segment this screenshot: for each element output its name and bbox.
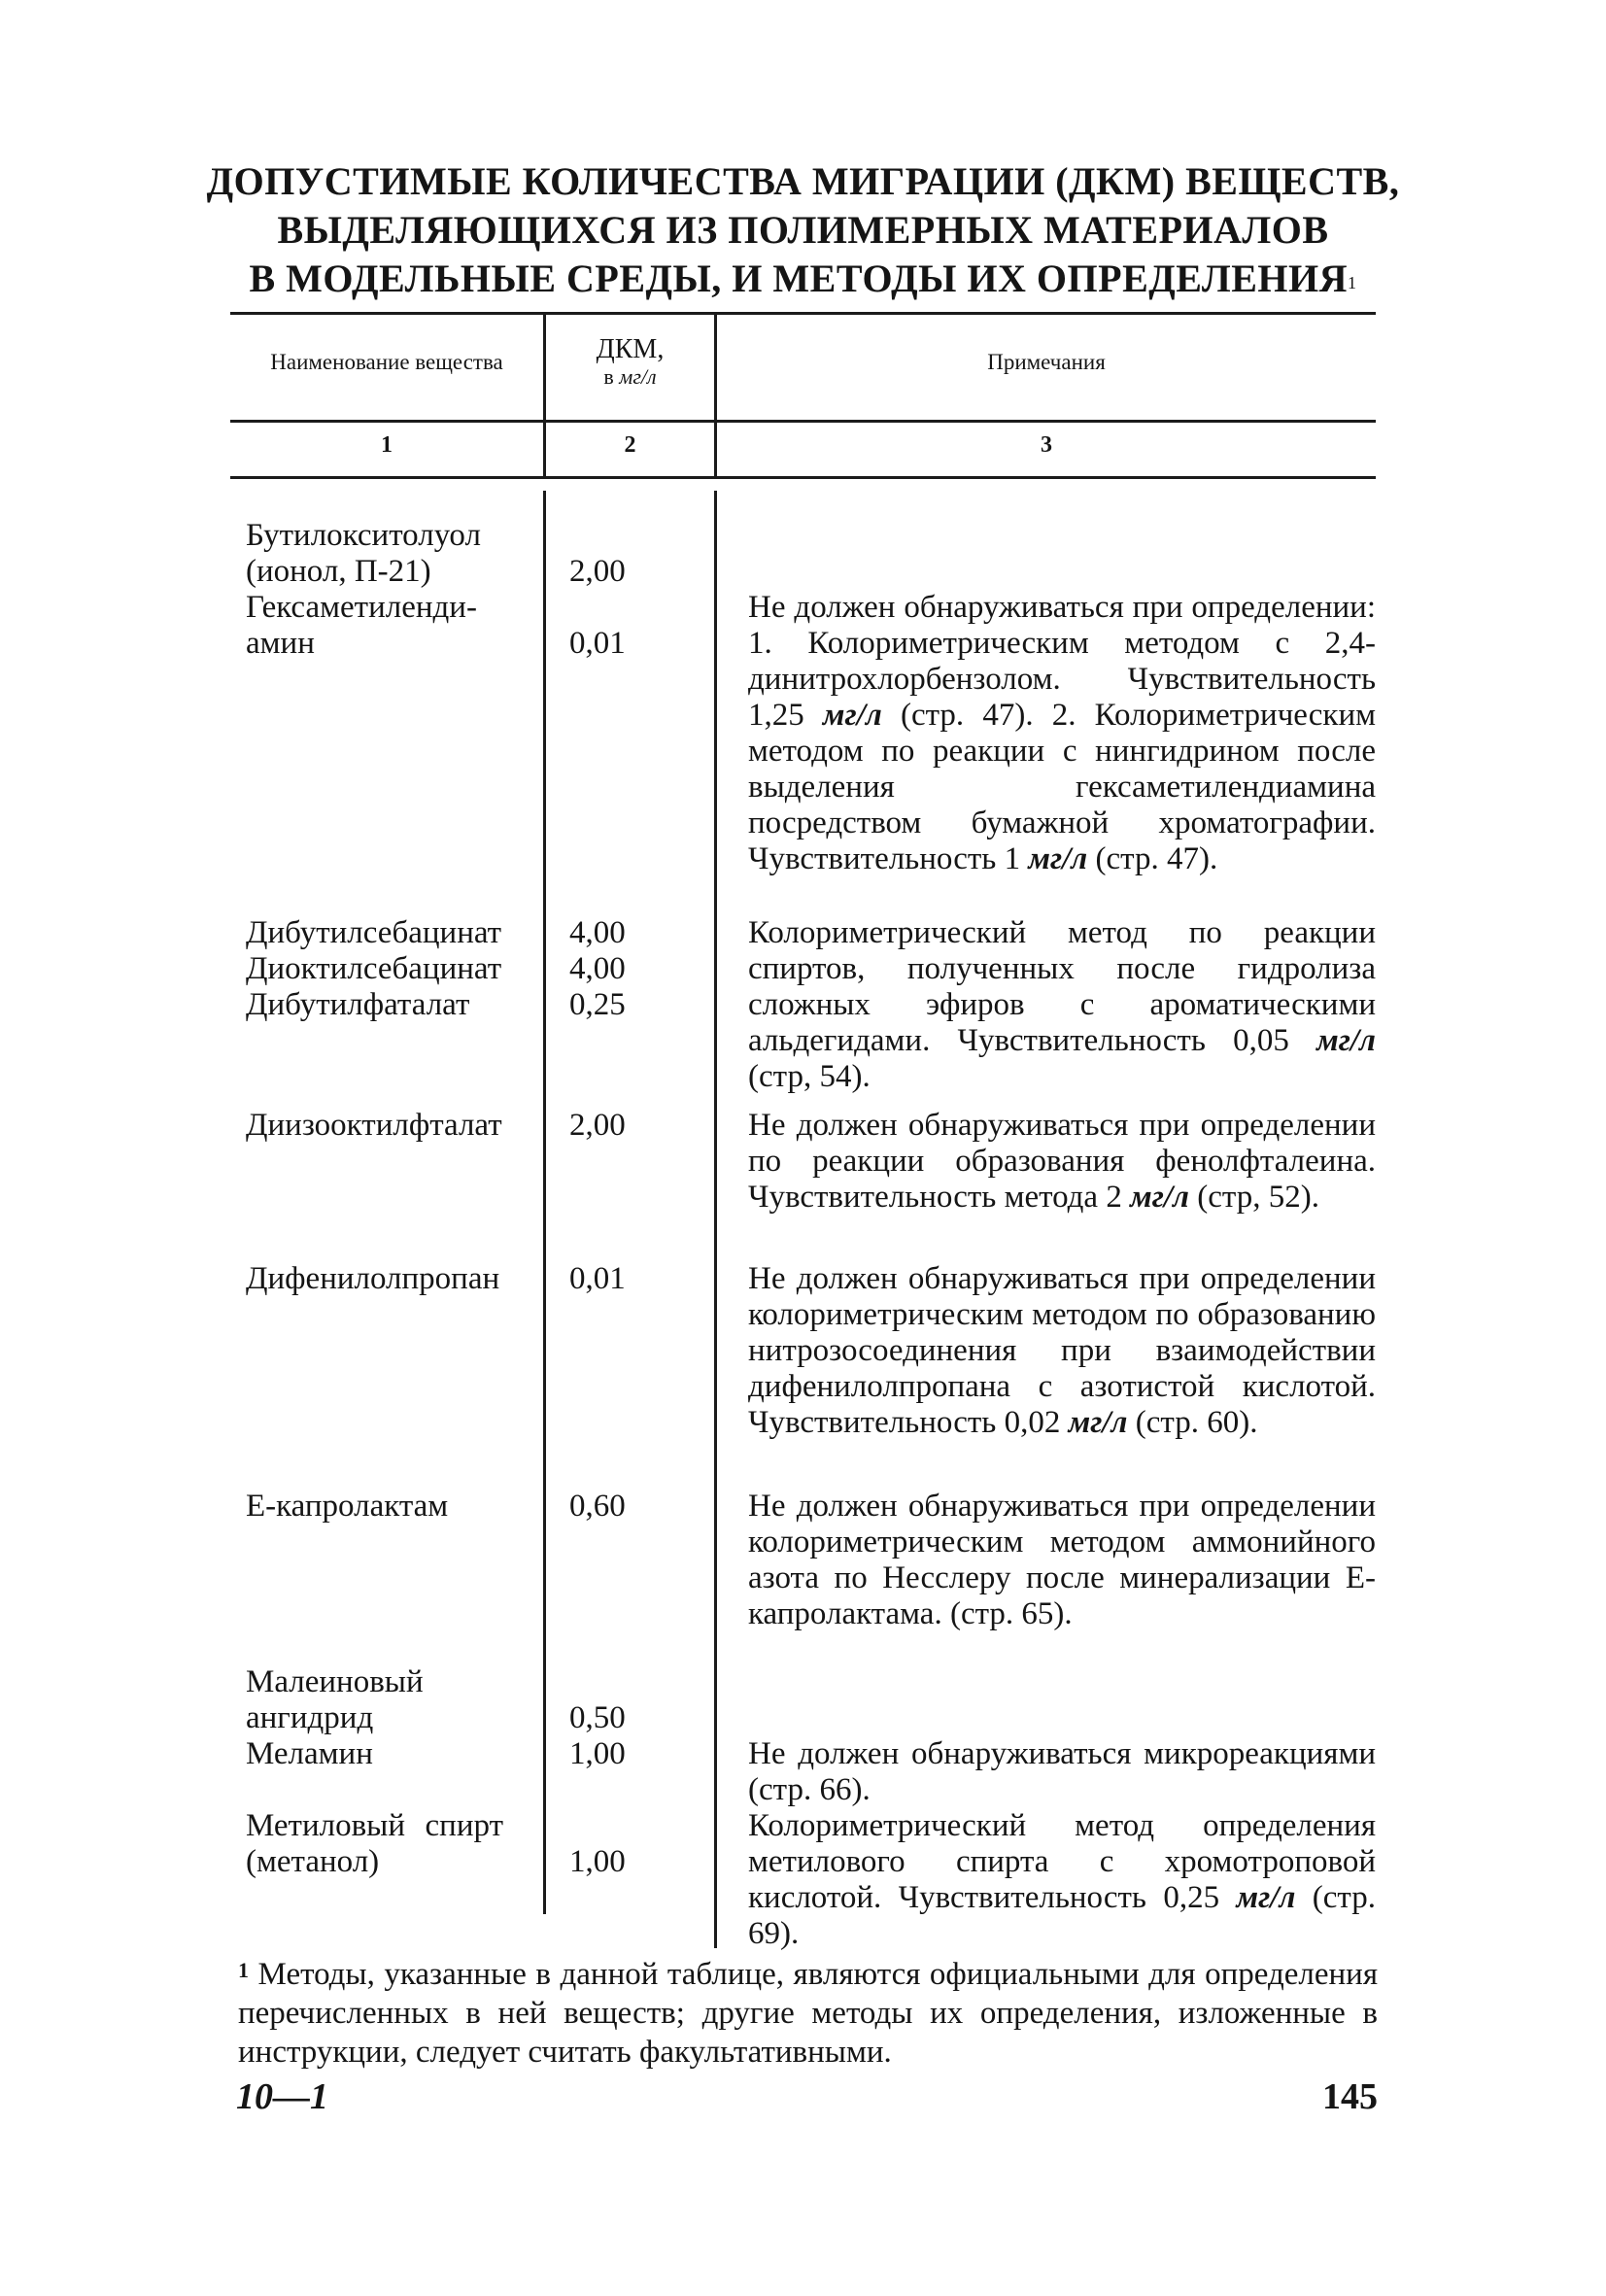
table-row-note: Не должен обнаруживаться при определении колориметрическим методом аммонийного азота по Несслеру после минерализации Е-капролактама. (стр. 65). [748, 1489, 1376, 1631]
table-row-substance: Метиловый спирт (метанол) [246, 1808, 503, 1879]
header-notes: Примечания [987, 350, 1106, 374]
column-divider-2 [714, 491, 717, 1948]
table-row-value: 0,60 [569, 1489, 626, 1524]
table-row-value: 2,00 [569, 554, 626, 589]
header-dkm-unit: в мг/л [603, 364, 657, 389]
table-row-value: 4,00 [569, 951, 626, 986]
table-row-note: Не должен обнаруживаться при определении по реакции образования фенолфталеина. Чувствительность метода 2 мг/л (стр, 52). [748, 1108, 1376, 1215]
table-row-substance: Дибутилфаталат [246, 987, 470, 1022]
table-row-substance: Дибутилсебацинат [246, 915, 502, 950]
table-header-rule [230, 420, 1376, 423]
table-row-value: 0,01 [569, 1261, 626, 1296]
column-number-2: 2 [624, 432, 636, 458]
table-row-note: Не должен обнаруживаться при определении: 1. Колориметрическим методом с 2,4-динитрохлорбензолом. Чувствительность 1,25 мг/л (стр. 47). 2. Колориметрическим методом по реакции с нингидрином после выделения гексаметилендиамина посредством бумажной хроматографии. Чувствительность 1 мг/л (стр. 47). [748, 590, 1376, 876]
column-divider-1 [543, 491, 546, 1914]
table-row-substance: Малеиновый ангидрид [246, 1664, 424, 1735]
table-row-note: Не должен обнаруживаться при определении колориметрическим методом по образованию нитрозосоединения при взаимодействии дифенилолпропана с азотистой кислотой. Чувствительность 0,02 мг/л (стр. 60). [748, 1261, 1376, 1440]
table-row-value: 0,01 [569, 626, 626, 661]
table-row-note: Колориметрический метод по реакции спиртов, полученных после гидролиза сложных эфиров с ароматическими альдегидами. Чувствительность 0,05 мг/л (стр, 54). [748, 915, 1376, 1094]
header-substance: Наименование вещества [270, 350, 503, 374]
footnote-mark: 1 [238, 1958, 249, 1982]
table-row-value: 4,00 [569, 915, 626, 950]
table-top-rule [230, 312, 1376, 315]
column-number-1: 1 [381, 432, 393, 458]
header-dkm [546, 336, 714, 391]
column-number-3: 3 [1041, 432, 1052, 458]
footnote [238, 1955, 1378, 2072]
table-row-value: 1,00 [569, 1736, 626, 1771]
table-row-note: Колориметрический метод определения метилового спирта с хромотроповой кислотой. Чувствительность 0,25 мг/л (стр. 69). [748, 1808, 1376, 1951]
table-row-note: Не должен обнаруживаться микрореакциями (стр. 66). [748, 1736, 1376, 1807]
table-row-value: 2,00 [569, 1108, 626, 1143]
table-row-substance: Диизооктилфталат [246, 1108, 502, 1143]
page-title [194, 157, 1412, 303]
table-row-value: 0,50 [569, 1700, 626, 1735]
header-dkm-label: ДКМ, [596, 334, 665, 364]
table-row-substance: Дифенилолпропан [246, 1261, 500, 1296]
title-footnote-mark: 1 [1348, 273, 1357, 292]
table-colnum-rule [230, 476, 1376, 479]
table-row-substance: Меламин [246, 1736, 373, 1771]
table-row-substance: Бутилокситолуол (ионол, П-21) [246, 518, 481, 589]
table-row-substance: Гексаметиленди-амин [246, 590, 477, 661]
footnote-text: Методы, указанные в данной таблице, являются официальными для определения перечисленных в ней веществ; другие методы их определения, изложенные в инструкции, следует считать факультативными. [238, 1957, 1379, 2070]
table-row-substance: Диоктилсебацинат [246, 951, 502, 986]
table-row-value: 0,25 [569, 987, 626, 1022]
title-line-1: ДОПУСТИМЫЕ КОЛИЧЕСТВА МИГРАЦИИ (ДКМ) ВЕЩЕСТВ, [206, 159, 1400, 203]
title-line-2: ВЫДЕЛЯЮЩИХСЯ ИЗ ПОЛИМЕРНЫХ МАТЕРИАЛОВ [277, 208, 1329, 252]
printer-signature: 10—1 [236, 2076, 328, 2117]
title-line-3: В МОДЕЛЬНЫЕ СРЕДЫ, И МЕТОДЫ ИХ ОПРЕДЕЛЕНИЯ$^1$ [249, 257, 1357, 300]
page-number: 145 [1322, 2076, 1378, 2117]
table-row-value: 1,00 [569, 1844, 626, 1879]
table-row-substance: Е-капролактам [246, 1489, 449, 1524]
